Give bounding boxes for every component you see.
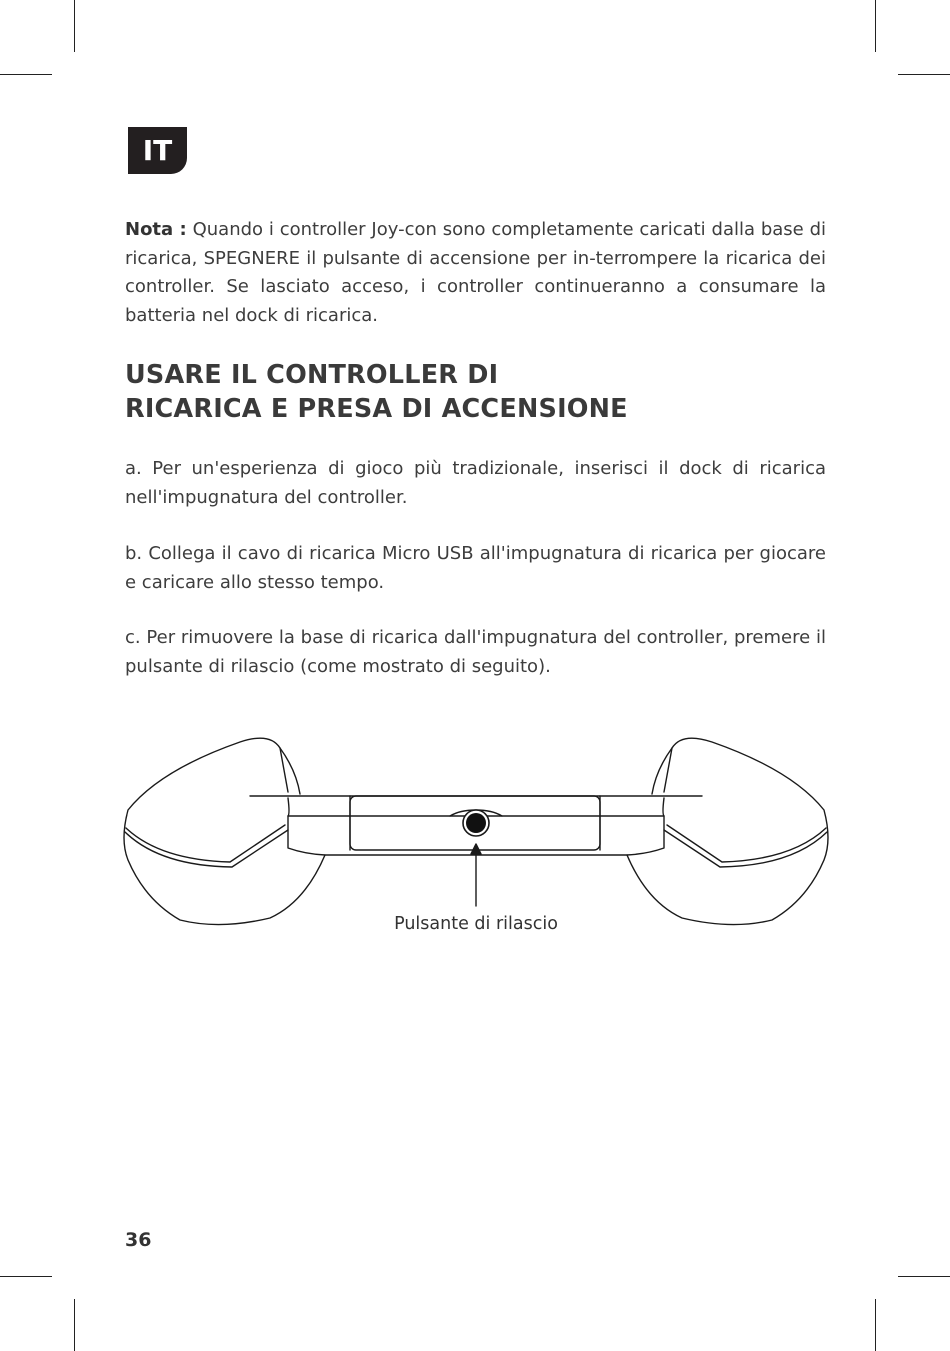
crop-mark: [875, 1299, 876, 1351]
note-label: Nota :: [125, 219, 187, 240]
language-badge: IT: [128, 127, 187, 174]
step-c: c. Per rimuovere la base di ricarica dall'impugnatura del controller, premere il pulsante di rilascio (come mostrato di seguito).: [125, 627, 826, 677]
crop-mark: [898, 74, 950, 75]
figure-caption: Pulsante di rilascio: [394, 914, 558, 934]
step-b: b. Collega il cavo di ricarica Micro USB all'impugnatura di ricarica per giocare e caricare allo stesso tempo.: [125, 543, 826, 593]
section-heading-line2: RICARICA E PRESA DI ACCENSIONE: [125, 394, 628, 424]
crop-mark: [898, 1276, 950, 1277]
controller-grip-figure: [120, 730, 832, 950]
crop-mark: [74, 1299, 75, 1351]
page-number: 36: [125, 1229, 152, 1251]
note-text: Quando i controller Joy-con sono completamente caricati dalla base di ricarica, SPEGNERE il pulsante di accensione per in-terrompere la ricarica dei controller. Se lasciato acceso, i controller continueranno a consumare la batteria nel dock di ricarica.: [125, 219, 826, 326]
left-grip: [124, 738, 325, 924]
note-paragraph: [125, 216, 826, 330]
section-heading-line1: USARE IL CONTROLLER DI: [125, 360, 499, 390]
crop-mark: [74, 0, 75, 52]
crop-mark: [0, 1276, 52, 1277]
release-button: [466, 813, 486, 833]
pointer-arrowhead: [471, 844, 481, 854]
right-grip: [627, 738, 828, 924]
crop-mark: [0, 74, 52, 75]
step-a: a. Per un'esperienza di gioco più tradizionale, inserisci il dock di ricarica nell'impugnatura del controller.: [125, 458, 826, 508]
crop-mark: [875, 0, 876, 52]
controller-grip-illustration: [120, 730, 832, 930]
section-heading: [125, 358, 826, 426]
